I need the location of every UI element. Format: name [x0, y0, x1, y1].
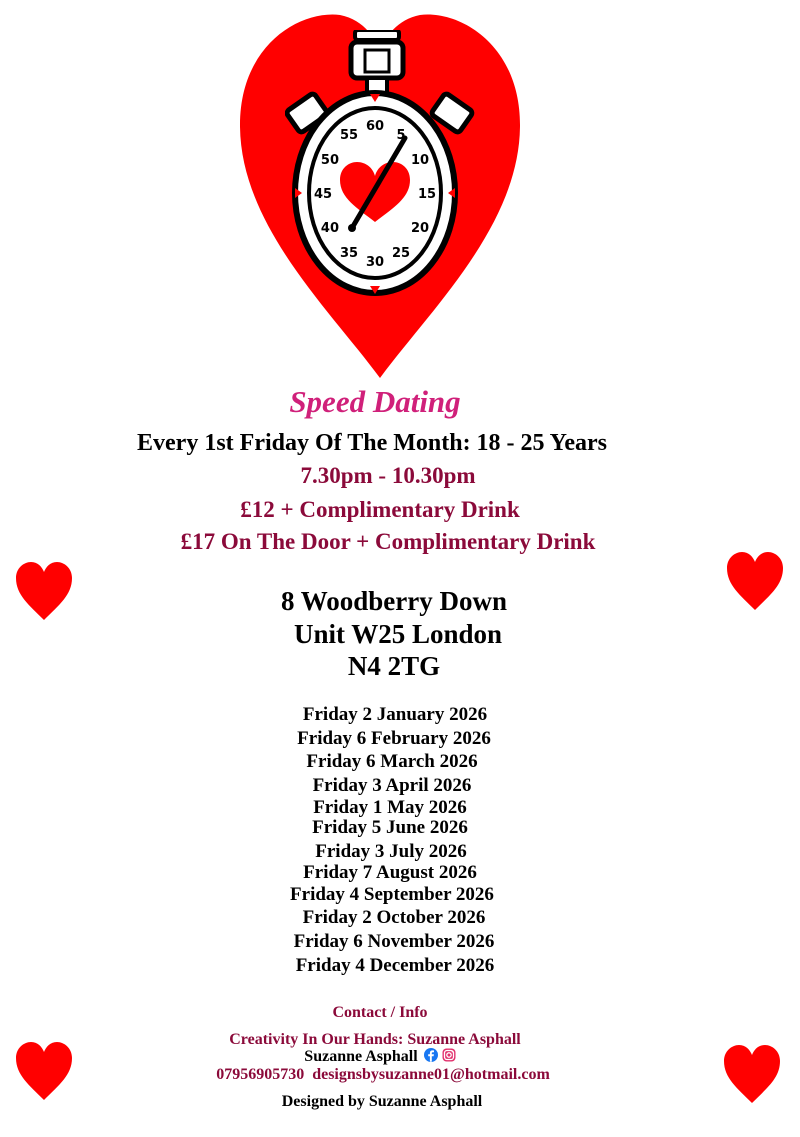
list-item: Friday 1 May 2026	[313, 797, 467, 818]
dial-number: 15	[417, 187, 437, 202]
list-item: Friday 6 November 2026	[293, 931, 495, 952]
price-advance: £12 + Complimentary Drink	[240, 497, 520, 522]
address-line2: Unit W25 London	[293, 619, 503, 649]
contact-name-row	[0, 1048, 780, 1066]
list-item: Friday 2 January 2026	[302, 704, 488, 725]
dial-number: 60	[365, 119, 385, 134]
address-line3: N4 2TG	[347, 651, 441, 681]
dial-number: 30	[365, 255, 385, 270]
schedule-text: Every 1st Friday Of The Month: 18 - 25 Years	[137, 430, 607, 456]
facebook-icon[interactable]	[424, 1048, 438, 1062]
email-link[interactable]: designsbysuzanne01@hotmail.com	[312, 1066, 550, 1083]
dial-number: 25	[391, 245, 411, 261]
stopwatch	[285, 30, 475, 300]
list-item: Friday 4 September 2026	[290, 884, 494, 905]
list-item: Friday 6 March 2026	[306, 751, 478, 772]
dial-number: 45	[313, 187, 333, 202]
dial-number: 20	[410, 221, 430, 236]
dial-number: 10	[410, 153, 430, 168]
list-item: Friday 6 February 2026	[297, 728, 491, 749]
list-item: Friday 4 December 2026	[295, 955, 495, 976]
contact-heading: Contact / Info	[332, 1004, 428, 1021]
dial-number: 35	[339, 245, 359, 261]
address-line1: 8 Woodberry Down	[280, 586, 508, 616]
contact-details	[0, 1066, 783, 1084]
phone-number[interactable]: 07956905730	[216, 1066, 305, 1083]
list-item: Friday 3 July 2026	[315, 841, 467, 862]
list-item: Friday 3 April 2026	[312, 775, 472, 796]
dial-number: 40	[320, 221, 340, 236]
dial-number: 5	[396, 128, 406, 144]
list-item: Friday 7 August 2026	[303, 862, 477, 883]
instagram-icon[interactable]	[442, 1048, 456, 1062]
business-name: Creativity In Our Hands: Suzanne Asphall	[229, 1031, 521, 1048]
dial-number: 55	[339, 128, 359, 144]
time-text: 7.30pm - 10.30pm	[300, 463, 476, 488]
price-door: £17 On The Door + Complimentary Drink	[180, 529, 596, 554]
designer-credit: Designed by Suzanne Asphall	[281, 1093, 483, 1110]
contact-name: Suzanne Asphall	[304, 1048, 418, 1065]
list-item: Friday 2 October 2026	[302, 907, 486, 928]
list-item: Friday 5 June 2026	[312, 817, 468, 838]
dial-number: 50	[320, 153, 340, 168]
page-title: Speed Dating	[289, 384, 461, 419]
